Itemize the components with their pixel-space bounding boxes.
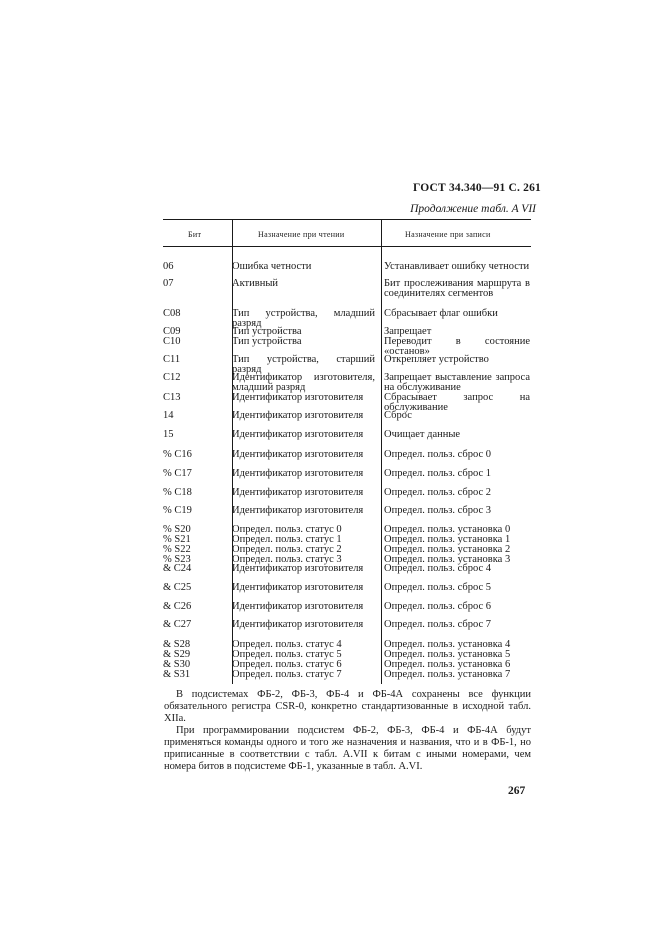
cell-bit: % C17 [163,468,192,479]
cell-read: Активный [232,278,279,289]
cell-read: Тип устройства [232,336,302,347]
cell-read: Определ. польз. статус 7 [232,669,342,680]
cell-read: Идентификатор изготовителя [232,619,364,630]
cell-write: Определ. польз. сброс 2 [384,487,492,498]
cell-bit: C09 [163,326,181,337]
cell-read: Определ. польз. статус 2 [232,544,342,555]
cell-read: Идентификатор изготовителя [232,582,364,593]
cell-write: Определ. польз. сброс 3 [384,505,492,516]
cell-bit: % S21 [163,534,191,545]
cell-bit: & S31 [163,669,191,680]
cell-write: Сброс [384,410,412,421]
body-text [164,689,531,773]
cell-read: Идентификатор изготовителя [232,429,364,440]
cell-write: Определ. польз. сброс 7 [384,619,492,630]
cell-bit: % C16 [163,449,192,460]
cell-write: Определ. польз. сброс 6 [384,601,492,612]
cell-read: Идентификатор изготовителя [232,487,364,498]
cell-read: Тип устройства, младший разряд [232,308,375,329]
cell-write: Определ. польз. сброс 4 [384,563,492,574]
cell-write: Определ. польз. сброс 1 [384,468,492,479]
cell-read: Определ. польз. статус 3 [232,554,342,565]
cell-read: Идентификатор изготовителя [232,449,364,460]
cell-read: Идентификатор изготовителя [232,410,364,421]
cell-bit: & S29 [163,649,191,660]
cell-write: Определ. польз. установка 3 [384,554,511,565]
cell-bit: 14 [163,410,174,421]
cell-bit: & S28 [163,639,191,650]
column-header-bit: Бит [188,230,202,239]
cell-write: Сбрасывает флаг ошибки [384,308,498,319]
cell-bit: % C19 [163,505,192,516]
cell-read: Определ. польз. статус 5 [232,649,342,660]
cell-write: Очищает данные [384,429,461,440]
cell-write: Открепляет устройство [384,354,489,365]
cell-write: Определ. польз. сброс 5 [384,582,492,593]
table-header-rule [163,246,531,247]
cell-read: Идентификатор изготовителя, младший разряд [232,372,375,393]
cell-write: Определ. польз. сброс 0 [384,449,492,460]
cell-read: Идентификатор изготовителя [232,468,364,479]
cell-bit: & S30 [163,659,191,670]
paragraph-1: В подсистемах ФБ-2, ФБ-3, ФБ-4 и ФБ-4А сохранены все функции обязательного регистра CSR-0, конкретно стандартизованные в исходной табл. XIIа. [164,689,531,724]
cell-read: Определ. польз. статус 1 [232,534,342,545]
cell-write: Определ. польз. установка 7 [384,669,511,680]
cell-write: Определ. польз. установка 2 [384,544,511,555]
cell-write: Определ. польз. установка 1 [384,534,511,545]
cell-read: Идентификатор изготовителя [232,601,364,612]
cell-write: Бит прослеживания маршрута в соединителях сегментов [384,278,530,299]
cell-bit: % S23 [163,554,191,565]
cell-read: Определ. польз. статус 6 [232,659,342,670]
column-divider-2 [381,219,382,684]
cell-write: Переводит в состояние «останов» [384,336,530,357]
cell-bit: & C25 [163,582,192,593]
cell-write: Сбрасывает запрос на обслуживание [384,392,530,413]
paragraph-2: При программировании подсистем ФБ-2, ФБ-3, ФБ-4 и ФБ-4А будут применяться команды одного и того же назначения и названия, что и в ФБ-1, но приписанные в соответствии с табл. A.VII к битам с иными номерами, чем номера битов в подсистеме ФБ-1, указанные в табл. A.VI. [164,725,531,772]
cell-bit: C13 [163,392,181,403]
cell-read: Идентификатор изготовителя [232,505,364,516]
cell-read: Определ. польз. статус 4 [232,639,342,650]
cell-write: Определ. польз. установка 5 [384,649,511,660]
column-header-write: Назначение при записи [405,230,491,239]
cell-read: Определ. польз. статус 0 [232,524,342,535]
cell-bit: % C18 [163,487,192,498]
page-header: ГОСТ 34.340—91 С. 261 [413,182,541,194]
cell-write: Определ. польз. установка 4 [384,639,511,650]
cell-bit: 15 [163,429,174,440]
cell-write: Определ. польз. установка 0 [384,524,511,535]
page-number: 267 [508,785,526,797]
cell-write: Запрещает выставление запроса на обслуживание [384,372,530,393]
cell-read: Ошибка четности [232,261,312,272]
cell-write: Определ. польз. установка 6 [384,659,511,670]
cell-bit: C10 [163,336,181,347]
cell-write: Запрещает [384,326,432,337]
cell-bit: & C24 [163,563,192,574]
cell-bit: C11 [163,354,181,365]
cell-bit: % S22 [163,544,191,555]
cell-bit: % S20 [163,524,191,535]
table-top-rule [163,219,531,220]
cell-bit: 07 [163,278,174,289]
table-continuation-caption: Продолжение табл. A VII [410,203,536,215]
cell-read: Идентификатор изготовителя [232,392,364,403]
cell-bit: C12 [163,372,181,383]
cell-bit: & C27 [163,619,192,630]
cell-read: Тип устройства [232,326,302,337]
cell-read: Тип устройства, старший разряд [232,354,375,375]
cell-bit: C08 [163,308,181,319]
cell-write: Устанавливает ошибку четности [384,261,530,272]
cell-read: Идентификатор изготовителя [232,563,364,574]
cell-bit: 06 [163,261,174,272]
column-header-read: Назначение при чтении [258,230,345,239]
cell-bit: & C26 [163,601,192,612]
